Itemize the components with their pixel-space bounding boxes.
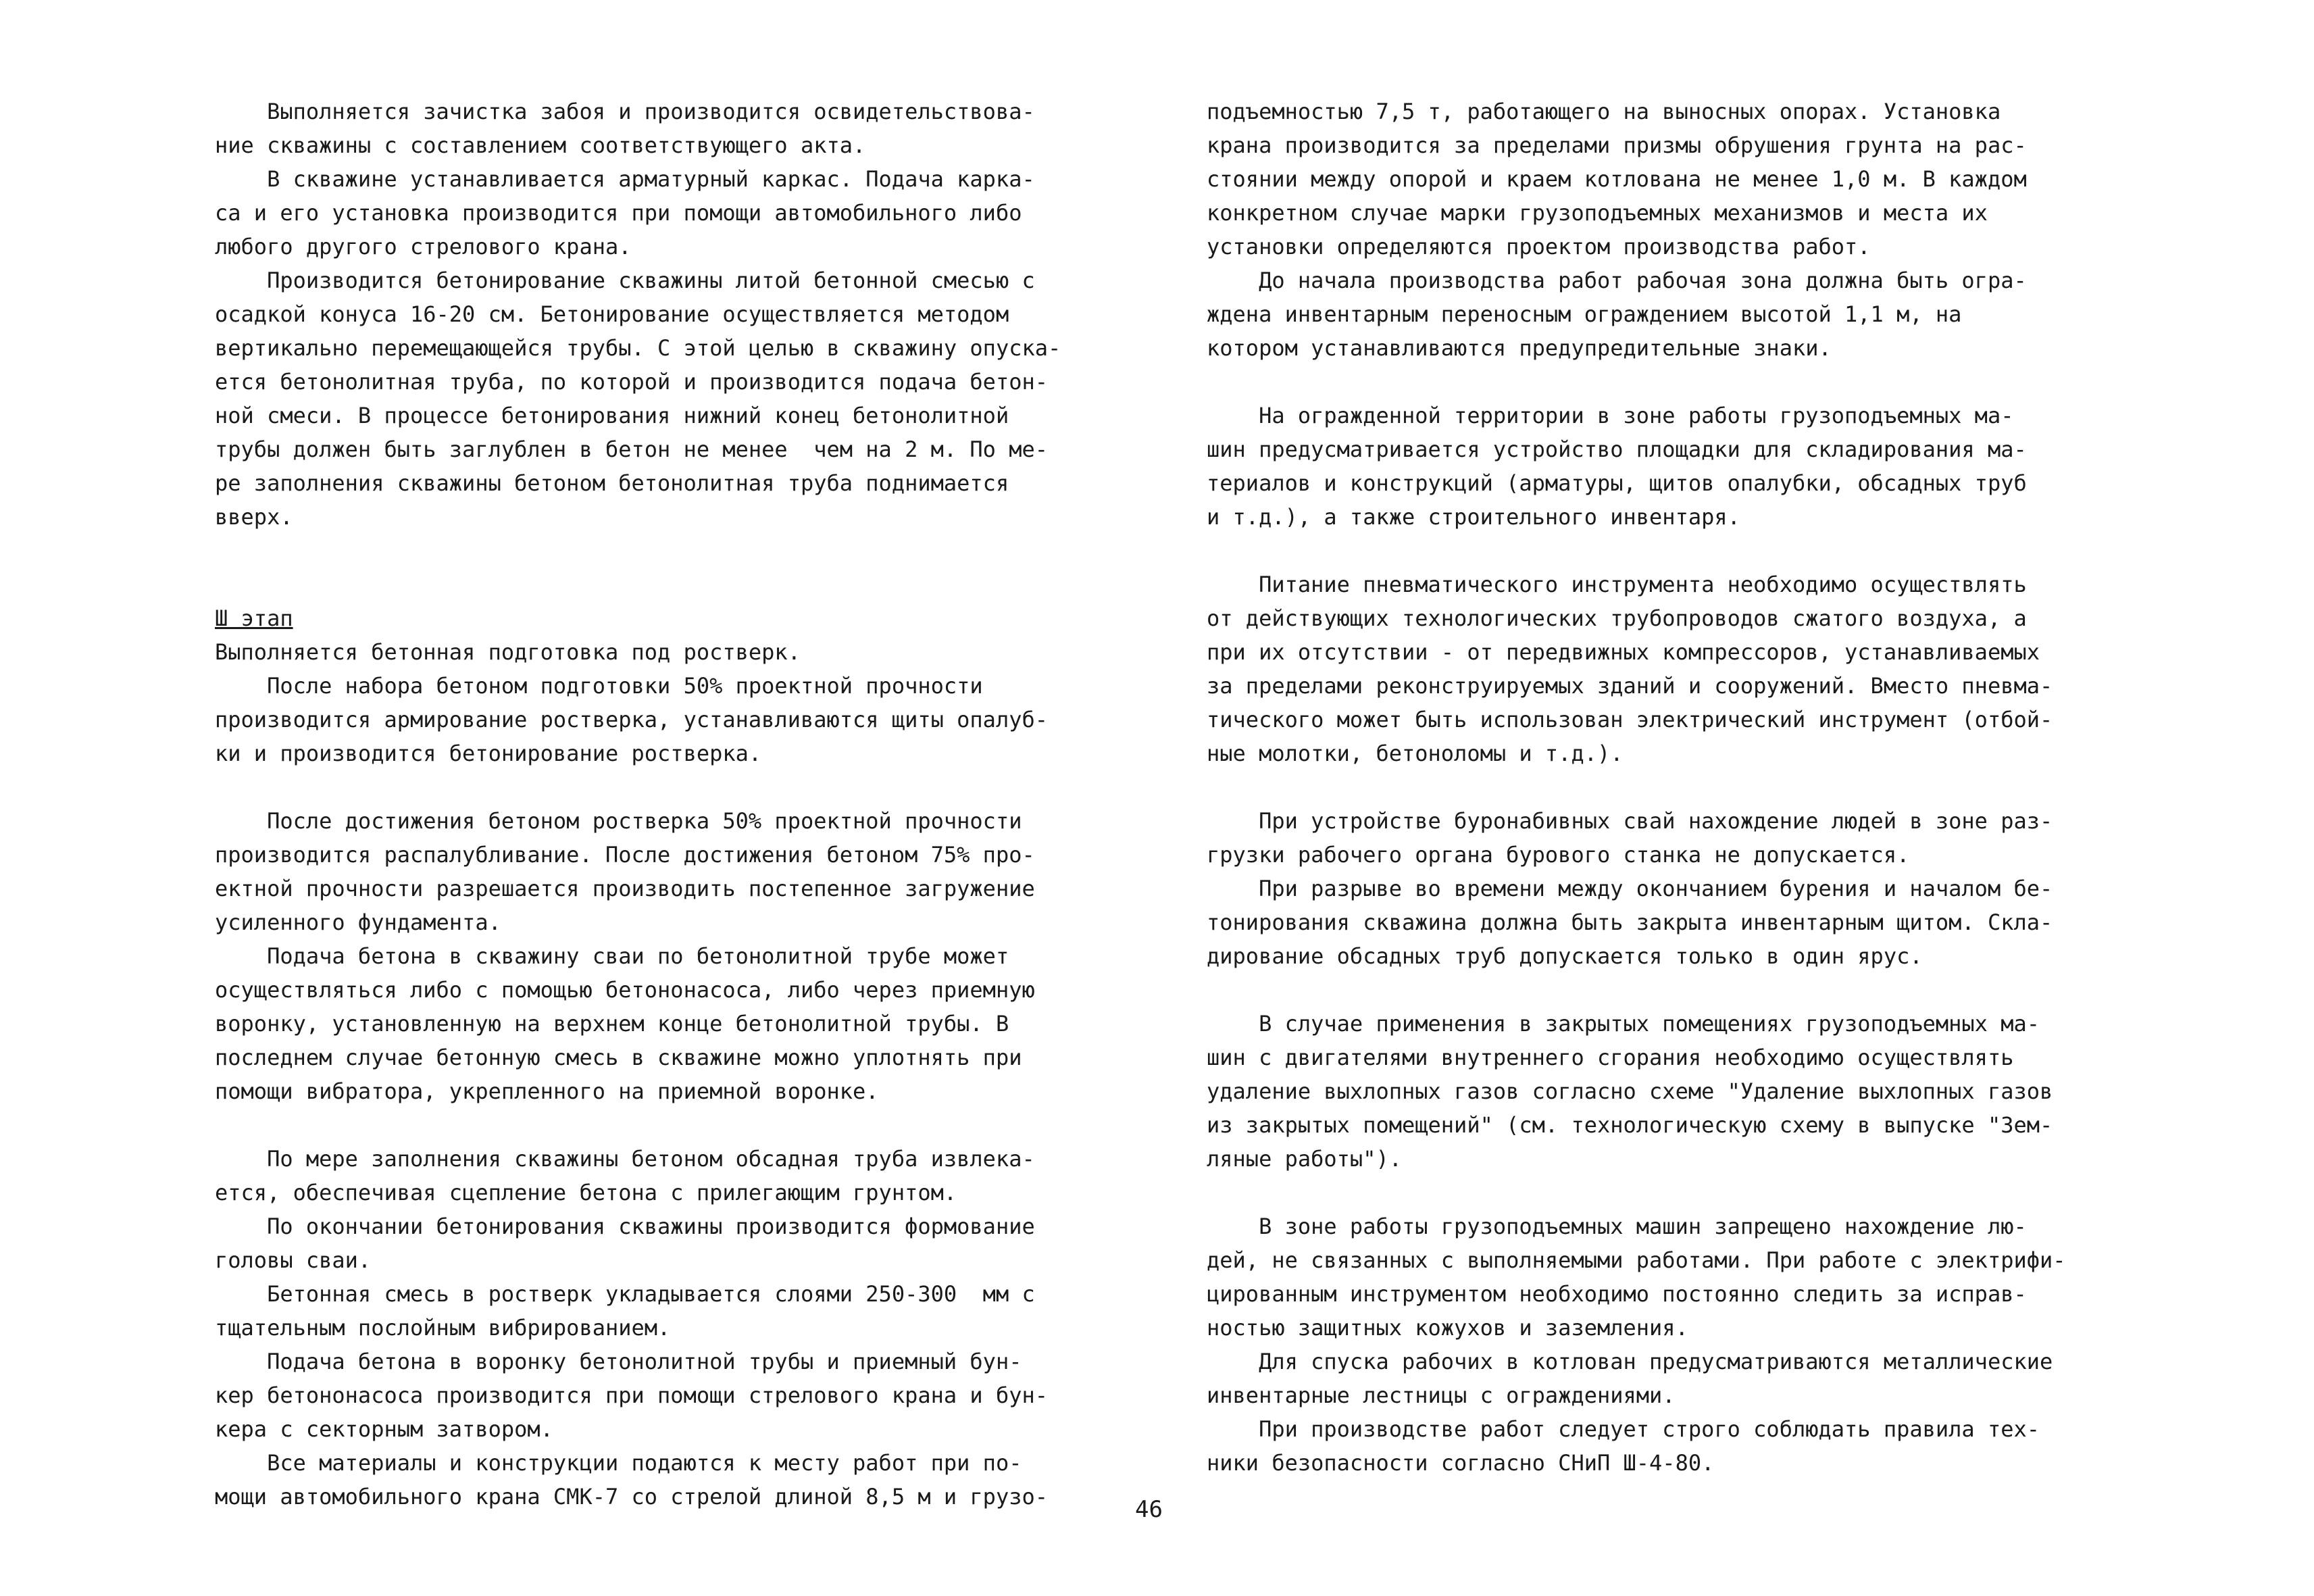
text-line: ной смеси. В процессе бетонирования нижний конец бетонолитной bbox=[215, 403, 1009, 428]
text-line: кер бетононасоса производится при помощи стрелового крана и бун- bbox=[215, 1382, 1048, 1408]
text-line: ние скважины с составлением соответствующего акта. bbox=[215, 132, 866, 158]
text-line: тического может быть использован электрический инструмент (отбой- bbox=[1207, 707, 2053, 732]
text-line: головы сваи. bbox=[215, 1247, 372, 1273]
paragraph-gap bbox=[1207, 770, 2126, 804]
text-line: мощи автомобильного крана СМК-7 со стрелой длиной 8,5 м и грузо- bbox=[215, 1484, 1048, 1510]
paragraph-gap bbox=[215, 1108, 1120, 1142]
text-line: любого другого стрелового крана. bbox=[215, 234, 632, 259]
text-line: По мере заполнения скважины бетоном обсадная труба извлека- bbox=[215, 1146, 1035, 1172]
text-line: ектной прочности разрешается производить постепенное загружение bbox=[215, 876, 1035, 901]
text-line: кера с секторным затвором. bbox=[215, 1416, 553, 1442]
text-line: ждена инвентарным переносным ограждением высотой 1,1 м, на bbox=[1207, 301, 1962, 327]
text-line: До начала производства работ рабочая зона должна быть огра- bbox=[1207, 268, 2027, 293]
text-line: грузки рабочего органа бурового станка не допускается. bbox=[1207, 842, 1910, 868]
text-line: ляные работы"). bbox=[1207, 1146, 1402, 1172]
text-line: По окончании бетонирования скважины производится формование bbox=[215, 1214, 1035, 1239]
text-line: ре заполнения скважины бетоном бетонолитная труба поднимается bbox=[215, 470, 1009, 496]
paragraph-gap bbox=[215, 534, 1120, 601]
text-line: при их отсутствии - от передвижных компрессоров, устанавливаемых bbox=[1207, 639, 2040, 665]
paragraph-gap bbox=[1207, 1176, 2126, 1210]
text-line: ники безопасности согласно СНиП Ш-4-80. bbox=[1207, 1450, 1715, 1476]
text-line: В случае применения в закрытых помещениях грузоподъемных ма- bbox=[1207, 1011, 2040, 1037]
text-line: помощи вибратора, укрепленного на приемной воронке. bbox=[215, 1078, 879, 1104]
text-line: вверх. bbox=[215, 504, 293, 530]
text-line: из закрытых помещений" (см. технологическую схему в выпуске "Зем- bbox=[1207, 1112, 2053, 1138]
text-line: ностью защитных кожухов и заземления. bbox=[1207, 1315, 1688, 1341]
text-line: Производится бетонирование скважины литой бетонной смесью с bbox=[215, 268, 1035, 293]
paragraph-gap bbox=[215, 770, 1120, 804]
text-line: конкретном случае марки грузоподъемных механизмов и места их bbox=[1207, 200, 1988, 226]
right-column bbox=[1207, 95, 2126, 1480]
text-line: Подача бетона в воронку бетонолитной трубы и приемный бун- bbox=[215, 1349, 1022, 1374]
text-line: осуществляться либо с помощью бетононасоса, либо через приемную bbox=[215, 977, 1035, 1003]
text-line: усиленного фундамента. bbox=[215, 909, 501, 935]
text-line: В скважине устанавливается арматурный каркас. Подача карка- bbox=[215, 166, 1035, 192]
text-line: стоянии между опорой и краем котлована не менее 1,0 м. В каждом bbox=[1207, 166, 2027, 192]
text-line: После набора бетоном подготовки 50% проектной прочности bbox=[215, 673, 983, 699]
text-line: цированным инструментом необходимо постоянно следить за исправ- bbox=[1207, 1281, 2027, 1307]
paragraph-gap bbox=[1207, 973, 2126, 1007]
text-line: тщательным послойным вибрированием. bbox=[215, 1315, 671, 1341]
text-line: На огражденной территории в зоне работы грузоподъемных ма- bbox=[1207, 403, 2014, 428]
text-line: В зоне работы грузоподъемных машин запрещено нахождение лю- bbox=[1207, 1214, 2027, 1239]
page-number: 46 bbox=[1135, 1496, 1163, 1523]
text-line: котором устанавливаются предупредительные знаки. bbox=[1207, 335, 1832, 361]
text-line: воронку, установленную на верхнем конце бетонолитной трубы. В bbox=[215, 1011, 1009, 1037]
text-line: инвентарные лестницы с ограждениями. bbox=[1207, 1382, 1676, 1408]
text-line: от действующих технологических трубопроводов сжатого воздуха, а bbox=[1207, 605, 2027, 631]
text-line: териалов и конструкций (арматуры, щитов опалубки, обсадных труб bbox=[1207, 470, 2027, 496]
text-line: крана производится за пределами призмы обрушения грунта на рас- bbox=[1207, 132, 2027, 158]
text-line: При разрыве во времени между окончанием бурения и началом бе- bbox=[1207, 876, 2053, 901]
text-line: осадкой конуса 16-20 см. Бетонирование осуществляется методом bbox=[215, 301, 1009, 327]
text-line: После достижения бетоном ростверка 50% проектной прочности bbox=[215, 808, 1022, 834]
text-line: производится распалубливание. После достижения бетоном 75% про- bbox=[215, 842, 1035, 868]
text-line: тонирования скважина должна быть закрыта инвентарным щитом. Скла- bbox=[1207, 909, 2053, 935]
text-line: Выполняется бетонная подготовка под ростверк. bbox=[215, 639, 801, 665]
text-line: Питание пневматического инструмента необходимо осуществлять bbox=[1207, 572, 2027, 597]
section-heading: Ш этап bbox=[215, 605, 293, 631]
text-line: вертикально перемещающейся трубы. С этой целью в скважину опуска- bbox=[215, 335, 1061, 361]
text-line: дей, не связанных с выполняемыми работами. При работе с электрифи- bbox=[1207, 1247, 2066, 1273]
text-line: са и его установка производится при помощи автомобильного либо bbox=[215, 200, 1022, 226]
text-line: за пределами реконструируемых зданий и сооружений. Вместо пневма- bbox=[1207, 673, 2053, 699]
text-line: шин с двигателями внутреннего сгорания необходимо осуществлять bbox=[1207, 1045, 2014, 1070]
text-line: Подача бетона в скважину сваи по бетонолитной трубе может bbox=[215, 943, 1009, 969]
text-line: Все материалы и конструкции подаются к месту работ при по- bbox=[215, 1450, 1022, 1476]
text-line: производится армирование ростверка, устанавливаются щиты опалуб- bbox=[215, 707, 1048, 732]
text-line: ные молотки, бетоноломы и т.д.). bbox=[1207, 741, 1624, 766]
text-line: установки определяются проектом производства работ. bbox=[1207, 234, 1871, 259]
text-line: шин предусматривается устройство площадки для складирования ма- bbox=[1207, 437, 2027, 462]
text-line: Для спуска рабочих в котлован предусматриваются металлические bbox=[1207, 1349, 2053, 1374]
text-line: При устройстве буронабивных свай нахождение людей в зоне раз- bbox=[1207, 808, 2053, 834]
paragraph-gap bbox=[1207, 534, 2126, 568]
text-line: удаление выхлопных газов согласно схеме "Удаление выхлопных газов bbox=[1207, 1078, 2053, 1104]
text-line: подъемностью 7,5 т, работающего на выносных опорах. Установка bbox=[1207, 99, 2001, 124]
left-column bbox=[215, 95, 1120, 1514]
text-line: Выполняется зачистка забоя и производится освидетельствова- bbox=[215, 99, 1035, 124]
text-line: дирование обсадных труб допускается только в один ярус. bbox=[1207, 943, 1923, 969]
text-line: последнем случае бетонную смесь в скважине можно уплотнять при bbox=[215, 1045, 1022, 1070]
text-line: Бетонная смесь в ростверк укладывается слоями 250-300 мм с bbox=[215, 1281, 1035, 1307]
text-line: ки и производится бетонирование ростверка. bbox=[215, 741, 762, 766]
text-line: и т.д.), а также строительного инвентаря. bbox=[1207, 504, 1740, 530]
text-line: трубы должен быть заглублен в бетон не менее чем на 2 м. По ме- bbox=[215, 437, 1048, 462]
text-line: ется бетонолитная труба, по которой и производится подача бетон- bbox=[215, 369, 1048, 395]
text-line: ется, обеспечивая сцепление бетона с прилегающим грунтом. bbox=[215, 1180, 957, 1205]
paragraph-gap bbox=[1207, 365, 2126, 399]
text-line: При производстве работ следует строго соблюдать правила тех- bbox=[1207, 1416, 2040, 1442]
